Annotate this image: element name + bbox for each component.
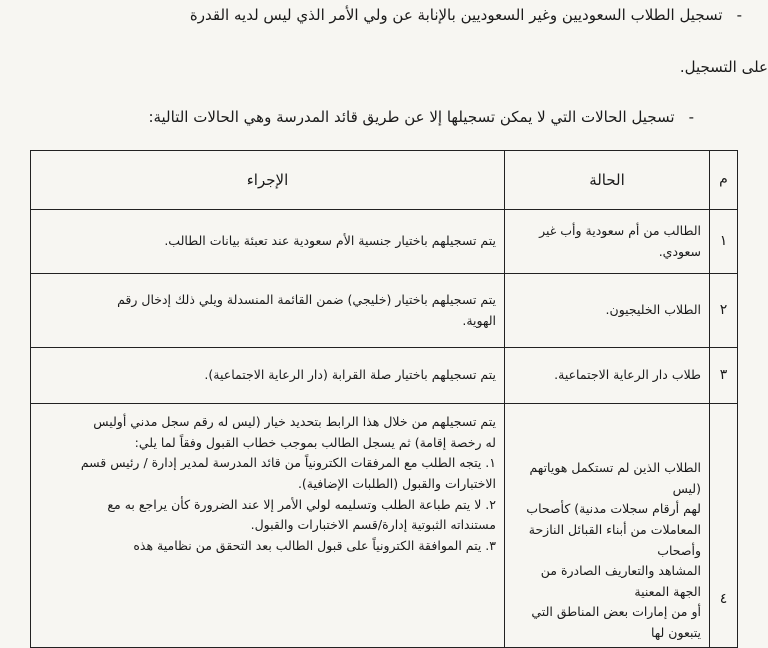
row-num: ٣ bbox=[710, 348, 738, 404]
row-procedure: يتم تسجيلهم باختيار جنسية الأم سعودية عند تعبئة بيانات الطالب. bbox=[31, 210, 505, 274]
row-case: الطالب من أم سعودية وأب غير سعودي. bbox=[505, 210, 710, 274]
table-row bbox=[31, 274, 738, 348]
row-case: طلاب دار الرعاية الاجتماعية. bbox=[505, 348, 710, 404]
table-header-row bbox=[31, 151, 738, 210]
header-num: م bbox=[710, 151, 738, 210]
row-case: الطلاب الذين لم تستكمل هوياتهم (ليس لهم أرقام سجلات مدنية) كأصحاب المعاملات من أبناء القبائل النازحة وأصحاب المشاهد والتعاريف الصادرة من الجهة المعنية أو من إمارات بعض المناطق التي يتبعون لها bbox=[505, 404, 710, 648]
row-case: الطلاب الخليجيون. bbox=[505, 274, 710, 348]
table-row bbox=[31, 348, 738, 404]
header-procedure: الإجراء bbox=[31, 151, 505, 210]
row-procedure: يتم تسجيلهم من خلال هذا الرابط بتحديد خيار (ليس له رقم سجل مدني أوليس له رخصة إقامة) ثم يسجل الطالب بموجب خطاب القبول وفقاً لما يلي: ١. يتجه الطلب مع المرفقات الكترونياً من قائد المدرسة لمدير إدارة / رئيس قسم الاختبارات والقبول (الطلبات الإضافية). ٢. لا يتم طباعة الطلب وتسليمه لولي الأمر إلا عند الضرورة كأن يراجع به مع مستنداته الثبوتية إدارة/قسم الاختبارات والقبول. ٣. يتم الموافقة الكترونياً على قبول الطالب بعد التحقق من نظامية هذه bbox=[31, 404, 505, 648]
bullet-2: -تسجيل الحالات التي لا يمكن تسجيلها إلا عن طريق قائد المدرسة وهي الحالات التالية: bbox=[148, 108, 694, 126]
dash-marker: - bbox=[688, 108, 694, 126]
table-row bbox=[31, 404, 738, 648]
row-num: ٢ bbox=[710, 274, 738, 348]
header-case: الحالة bbox=[505, 151, 710, 210]
dash-marker: - bbox=[736, 6, 742, 24]
table-row bbox=[31, 210, 738, 274]
row-procedure: يتم تسجيلهم باختيار (خليجي) ضمن القائمة المنسدلة ويلي ذلك إدخال رقم الهوية. bbox=[31, 274, 505, 348]
cases-table bbox=[30, 150, 738, 648]
row-procedure: يتم تسجيلهم باختيار صلة القرابة (دار الرعاية الاجتماعية). bbox=[31, 348, 505, 404]
bullet-1-line-1: -تسجيل الطلاب السعوديين وغير السعوديين بالإنابة عن ولي الأمر الذي ليس لديه القدرة bbox=[189, 6, 742, 24]
row-num: ٤ bbox=[710, 404, 738, 648]
bullet-1-line-2: على التسجيل. bbox=[679, 58, 768, 76]
row-num: ١ bbox=[710, 210, 738, 274]
